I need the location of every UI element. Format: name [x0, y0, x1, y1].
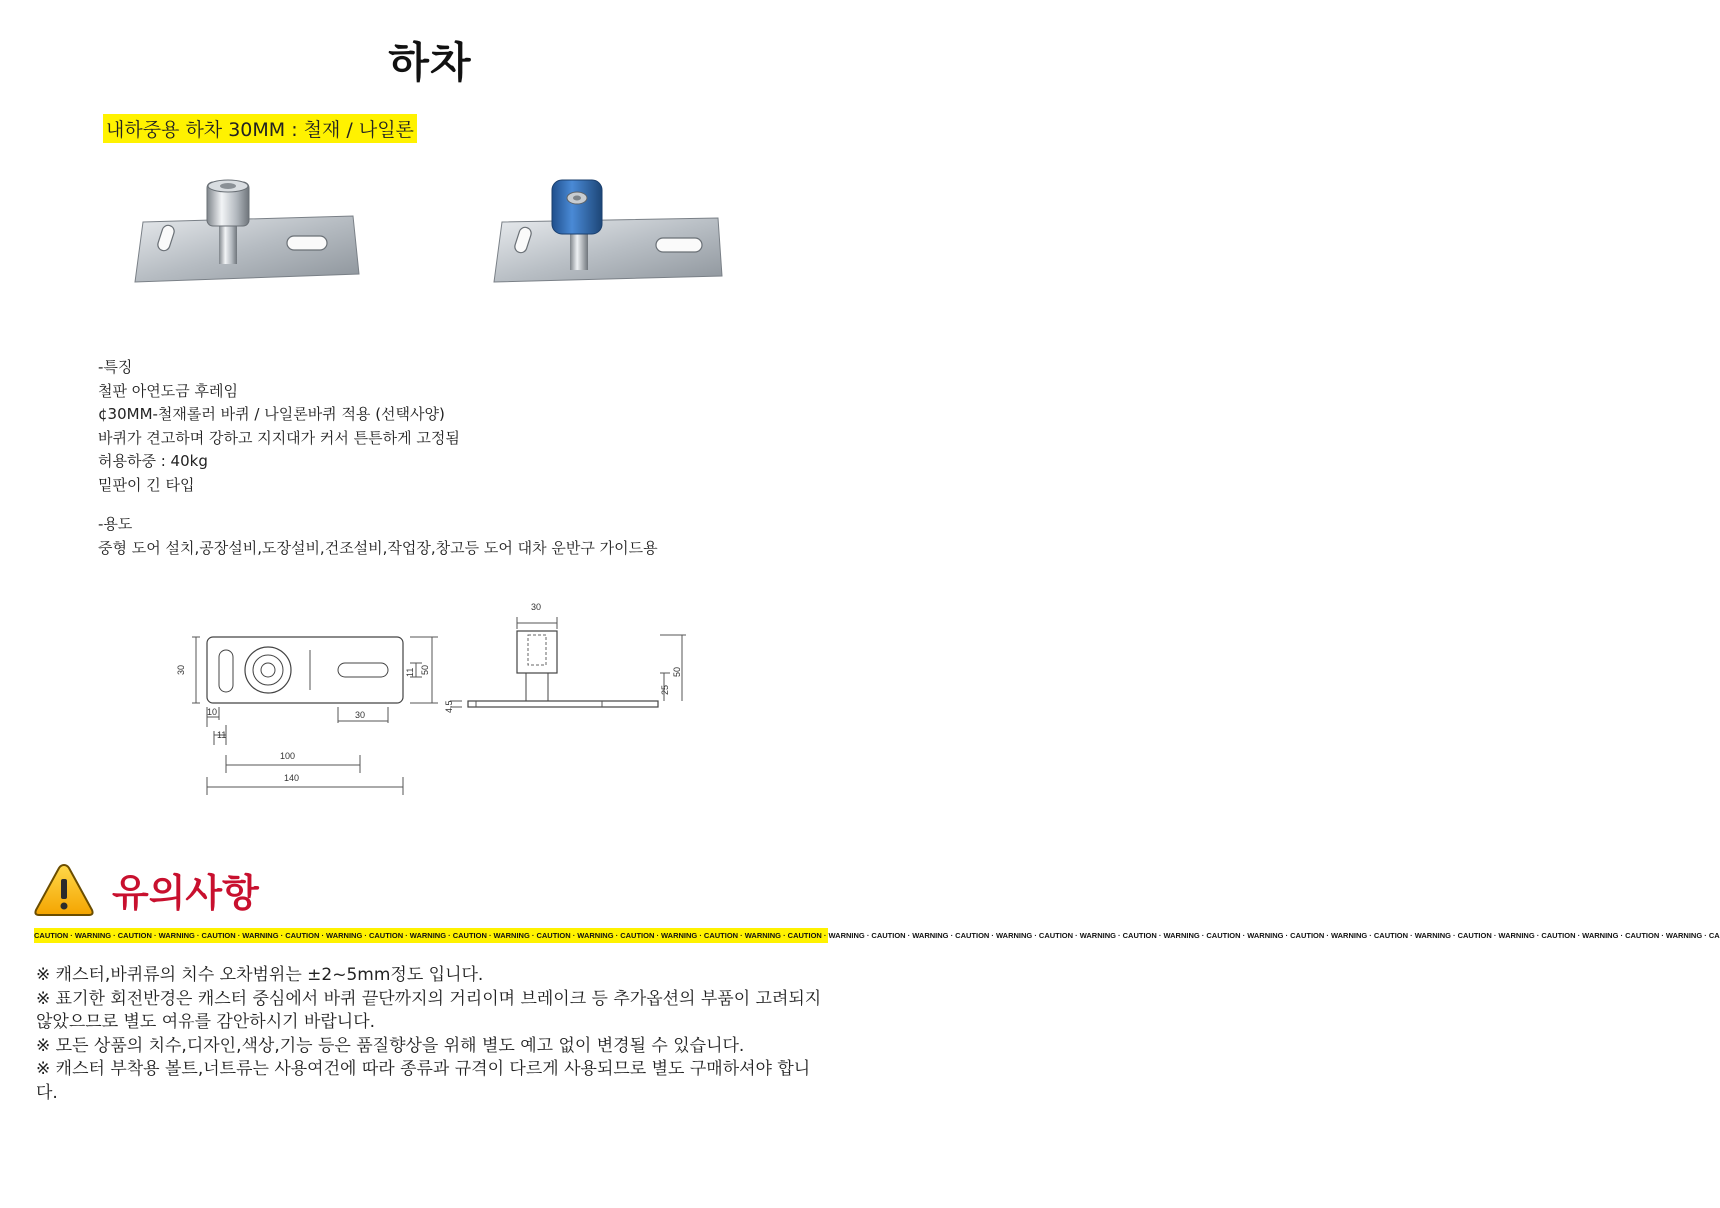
drawing-plate-top-view — [207, 637, 403, 703]
drawing-roller-side — [517, 631, 557, 673]
usage-block — [98, 513, 658, 560]
drawing-plate-side-view — [468, 701, 658, 707]
dim-4-5: 4.5 — [444, 700, 454, 713]
drawing-roller-outer — [245, 647, 291, 693]
usage-item: 중형 도어 설치,공장설비,도장설비,건조설비,작업장,창고등 도어 대차 운반구 가이드용 — [98, 538, 658, 557]
notice-note: ※ 모든 상품의 치수,디자인,색상,기능 등은 품질향상을 위해 별도 예고 없이 변경될 수 있습니다. — [36, 1035, 745, 1056]
usage-heading: -용도 — [98, 515, 133, 533]
drawing-shaft — [526, 673, 548, 701]
steel-roller-photo — [125, 170, 365, 290]
features-block — [98, 356, 460, 497]
notice-title: 유의사항 — [112, 871, 259, 915]
technical-drawing — [170, 595, 700, 800]
feature-item: 바퀴가 견고하며 강하고 지지대가 커서 튼튼하게 고정됨 — [98, 428, 460, 447]
dim-11-right: 11 — [405, 667, 415, 677]
dim-50-right: 50 — [420, 664, 430, 675]
dim-11: 11 — [217, 730, 227, 740]
notice-note: ※ 캐스터,바퀴류의 치수 오차범위는 ±2~5mm정도 입니다. — [36, 965, 484, 985]
notice-note: ※ 캐스터 부착용 볼트,너트류는 사용여건에 따라 종류과 규격이 다르게 사용되므로 별도 구매하셔야 합니다. — [36, 1059, 811, 1103]
caution-tape: CAUTION · WARNING · CAUTION · WARNING · CAUTION · WARNING · CAUTION · WARNING · CAUTION · WARNING · CAUTION · WARNING · CAUTION · WARNING · CAUTION · WARNING · CAUTION · WARNING · CAUTION · WARNING · CAUTION · WARNING · CAUTION · WARNING · CAUTION · WARNING · CAUTION · WARNING · CAUTION · WARNING · CAUTION · WARNING · CAUTION · WARNING · CAUTION · WARNING · CAUTION · WARNING · CAUTION · WARNING · CA — [34, 928, 828, 943]
dim-30-top: 30 — [531, 602, 542, 612]
features-heading: -특징 — [98, 358, 133, 376]
nylon-roller-photo — [488, 176, 728, 288]
dim-100: 100 — [280, 751, 296, 761]
dim-140: 140 — [284, 773, 300, 783]
notice-note: ※ 표기한 회전반경은 캐스터 중심에서 바퀴 끝단까지의 거리이며 브레이크 등 추가옵션의 부품이 고려되지 않았으므로 별도 여유를 감안하시기 바랍니다. — [36, 988, 822, 1033]
feature-item: 밑판이 긴 타입 — [98, 475, 195, 494]
warning-triangle-icon — [33, 862, 95, 918]
dim-30-side: 30 — [176, 664, 186, 675]
feature-item: ¢30MM-철재롤러 바퀴 / 나일론바퀴 적용 (선택사양) — [98, 405, 445, 423]
notice-notes — [36, 964, 826, 1106]
feature-item: 철판 아연도금 후레임 — [98, 381, 238, 400]
dim-25: 25 — [660, 684, 670, 695]
drawing-slot-right — [338, 663, 388, 677]
product-subtitle: 내하중용 하차 30MM : 철재 / 나일론 — [103, 114, 417, 143]
drawing-slot-left — [219, 650, 233, 692]
feature-item: 허용하중 : 40kg — [98, 452, 208, 470]
dim-50-far: 50 — [672, 666, 682, 677]
dim-10: 10 — [207, 707, 218, 717]
dim-30-bottom: 30 — [355, 710, 366, 720]
page-title: 하차 — [388, 38, 472, 87]
